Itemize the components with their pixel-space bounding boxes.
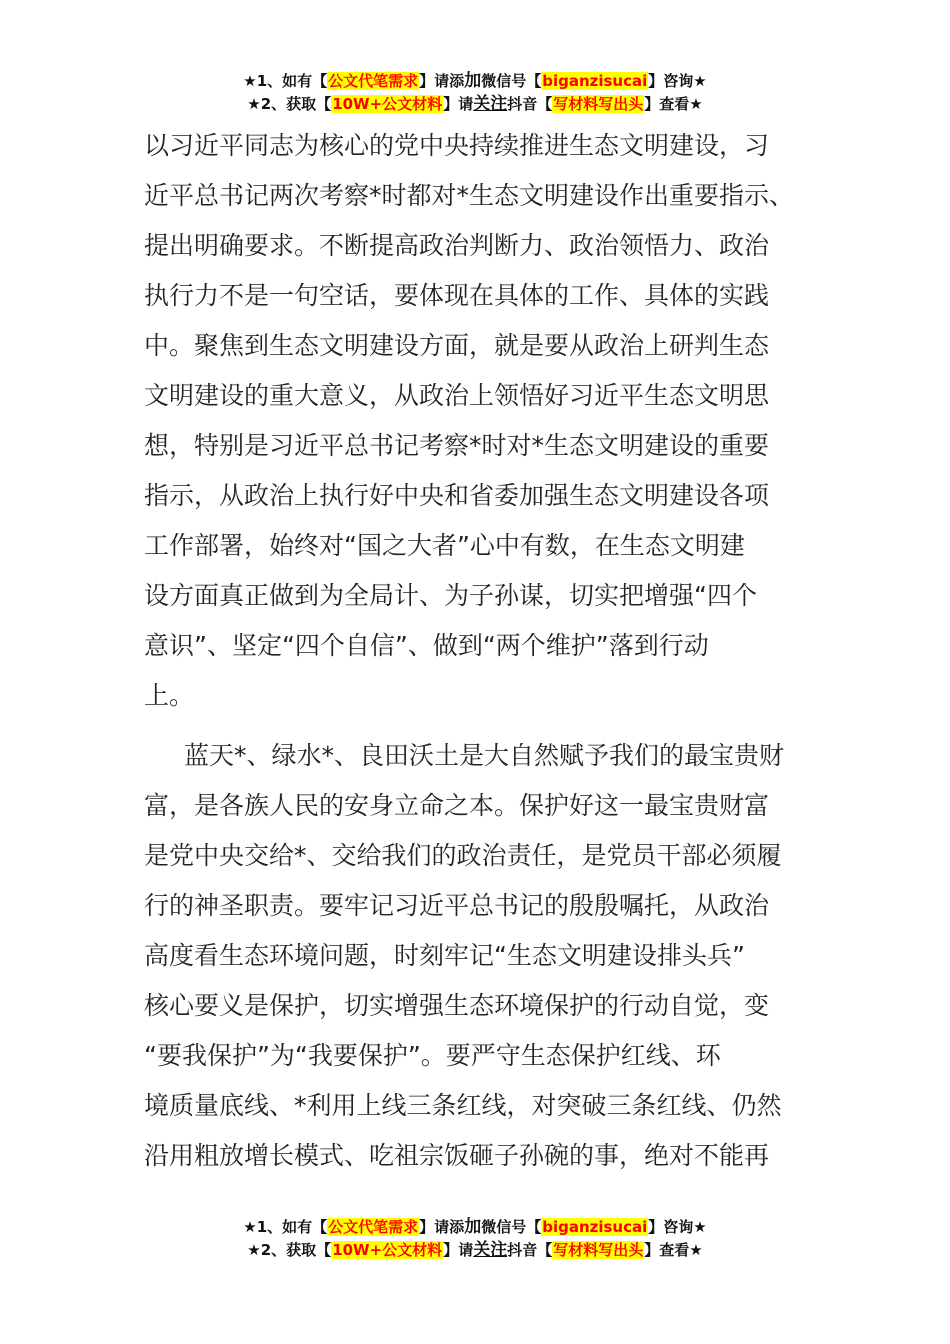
text-line: 文明建设的重大意义，从政治上领悟好习近平生态文明思 — [144, 381, 770, 410]
text-line: 富，是各族人民的安身立命之本。保护好这一最宝贵财富 — [144, 791, 770, 820]
banner-text: 抖音【 — [507, 1241, 553, 1259]
banner-text: 】咨询★ — [648, 1218, 707, 1236]
banner-text: 】咨询★ — [648, 72, 707, 90]
highlight-wechat-id: biganzisucai — [542, 72, 648, 90]
banner-text: 关注 — [473, 1240, 508, 1260]
banner-line-2 — [0, 1239, 950, 1262]
text-line: 上。 — [144, 681, 195, 710]
highlight-douyin-name: 写材料写出头 — [553, 95, 644, 113]
highlight-materials-text: 10W+公文材料 — [332, 95, 443, 113]
text-line: 是党中央交给*、交给我们的政治责任，是党员干部必须履 — [144, 841, 782, 870]
banner-text: 】请添 — [419, 1218, 465, 1236]
banner-text: ★2、获取【 — [247, 95, 332, 113]
text-line: 沿用粗放增长模式、吃祖宗饭砸子孙碗的事，绝对不能再 — [144, 1141, 770, 1170]
text-line: 以习近平同志为核心的党中央持续推进生态文明建设，习 — [144, 131, 770, 160]
highlight-service-text: 公文代笔需求 — [328, 1218, 419, 1236]
banner-text: 微信号【 — [481, 72, 542, 90]
banner-text: 关注 — [473, 94, 508, 114]
text-line: 行的神圣职责。要牢记习近平总书记的殷殷嘱托，从政治 — [144, 891, 770, 920]
text-line: 工作部署，始终对“国之大者”心中有数，在生态文明建 — [144, 531, 745, 560]
text-line: 执行力不是一句空话，要体现在具体的工作、具体的实践 — [144, 281, 770, 310]
text-line: 境质量底线、*利用上线三条红线，对突破三条红线、仍然 — [144, 1091, 782, 1120]
banner-text: 微信号【 — [481, 1218, 542, 1236]
text-line: 核心要义是保护，切实增强生态环境保护的行动自觉，变 — [144, 991, 770, 1020]
text-line: 蓝天*、绿水*、良田沃土是大自然赋予我们的最宝贵财 — [184, 741, 785, 770]
banner-text: ★2、获取【 — [247, 1241, 332, 1259]
banner-text: 】请 — [443, 1241, 474, 1259]
banner-text: 】查看★ — [644, 1241, 703, 1259]
document-body — [144, 121, 834, 1181]
banner-text: ★1、如有【 — [243, 72, 328, 90]
banner-text: ★1、如有【 — [243, 1218, 328, 1236]
text-line: 中。聚焦到生态文明建设方面，就是要从政治上研判生态 — [144, 331, 770, 360]
text-line: “要我保护”为“我要保护”。要严守生态保护红线、环 — [144, 1041, 721, 1070]
text-line: 近平总书记两次考察*时都对*生态文明建设作出重要指示、 — [144, 181, 795, 210]
paragraph-1 — [144, 121, 834, 721]
header-banner — [0, 70, 950, 116]
highlight-douyin-name: 写材料写出头 — [553, 1241, 644, 1259]
text-line: 意识”、坚定“四个自信”、做到“两个维护”落到行动 — [144, 631, 709, 660]
banner-text: 】请 — [443, 95, 474, 113]
text-line: 指示，从政治上执行好中央和省委加强生态文明建设各项 — [144, 481, 770, 510]
banner-text: 加 — [464, 1217, 482, 1237]
text-line: 提出明确要求。不断提高政治判断力、政治领悟力、政治 — [144, 231, 770, 260]
highlight-materials-text: 10W+公文材料 — [332, 1241, 443, 1259]
text-line: 想，特别是习近平总书记考察*时对*生态文明建设的重要 — [144, 431, 770, 460]
paragraph-2 — [144, 731, 834, 1181]
banner-line-1 — [0, 1216, 950, 1239]
highlight-wechat-id: biganzisucai — [542, 1218, 648, 1236]
banner-text: 】请添 — [419, 72, 465, 90]
banner-text: 抖音【 — [507, 95, 553, 113]
text-line: 设方面真正做到为全局计、为子孙谋，切实把增强“四个 — [144, 581, 757, 610]
footer-banner — [0, 1216, 950, 1262]
text-line: 高度看生态环境问题，时刻牢记“生态文明建设排头兵” — [144, 941, 745, 970]
banner-text: 加 — [464, 71, 482, 91]
banner-line-2 — [0, 93, 950, 116]
banner-text: 】查看★ — [644, 95, 703, 113]
highlight-service-text: 公文代笔需求 — [328, 72, 419, 90]
banner-line-1 — [0, 70, 950, 93]
